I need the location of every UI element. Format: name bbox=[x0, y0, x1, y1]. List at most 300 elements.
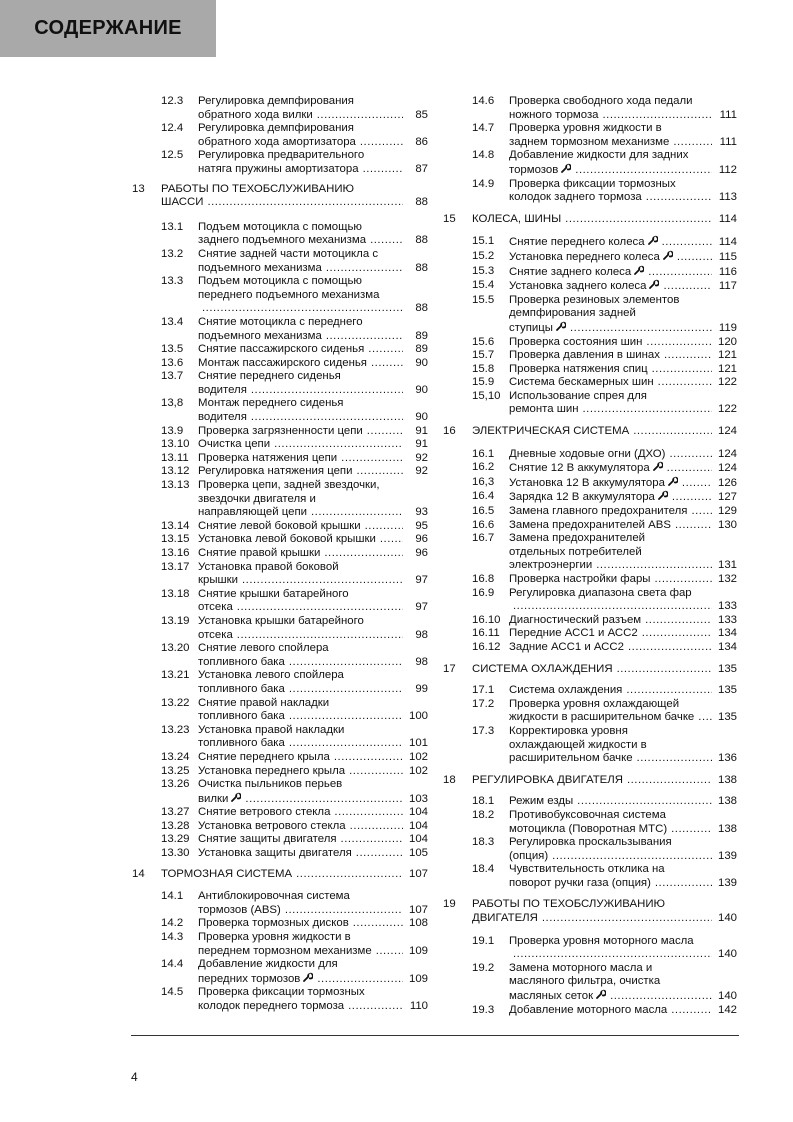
entry-title-line: отдельных потребителей bbox=[509, 545, 642, 558]
entry-text bbox=[509, 390, 737, 417]
toc-entry[interactable] bbox=[443, 532, 737, 573]
entry-number: 14.3 bbox=[161, 931, 184, 944]
page-ref[interactable]: 104 bbox=[408, 806, 428, 819]
entry-title-line bbox=[198, 357, 428, 371]
entry-text bbox=[198, 122, 428, 149]
entry-number: 13.14 bbox=[161, 519, 190, 532]
page-ref[interactable]: 89 bbox=[415, 329, 428, 342]
toc-entry[interactable] bbox=[132, 343, 428, 357]
toc-entry[interactable] bbox=[132, 820, 428, 834]
page-ref[interactable]: 136 bbox=[717, 752, 737, 765]
entry-number: 14.1 bbox=[161, 890, 184, 903]
page-ref[interactable]: 96 bbox=[415, 533, 428, 546]
page-ref[interactable]: 101 bbox=[408, 737, 428, 750]
toc-entry[interactable] bbox=[132, 479, 428, 520]
toc-entry[interactable] bbox=[443, 573, 737, 587]
entry-text bbox=[198, 547, 428, 561]
toc-entry[interactable] bbox=[132, 931, 428, 958]
page-ref[interactable]: 90 bbox=[415, 383, 428, 396]
entry-title-line: Очистка пыльников перьев bbox=[198, 778, 343, 791]
page-ref[interactable]: 138 bbox=[717, 822, 737, 835]
dot-leader bbox=[311, 506, 403, 520]
entry-text bbox=[198, 343, 428, 357]
entry-title-line: Проверка фиксации тормозных bbox=[509, 177, 676, 190]
entry-title-line bbox=[509, 641, 737, 655]
toc-entry[interactable] bbox=[443, 250, 737, 265]
toc-entry[interactable] bbox=[443, 809, 737, 836]
page-ref[interactable]: 117 bbox=[718, 280, 737, 293]
entry-title-text: Проверка натяжения спиц bbox=[509, 362, 648, 375]
toc-entry[interactable] bbox=[132, 642, 428, 669]
entry-title-text: тормозов (ABS) bbox=[198, 903, 281, 916]
toc-entry[interactable] bbox=[132, 425, 428, 439]
toc-entry[interactable] bbox=[443, 627, 737, 641]
entry-number: 13.22 bbox=[161, 696, 190, 709]
toc-entry[interactable] bbox=[132, 357, 428, 371]
dot-leader bbox=[671, 1004, 712, 1018]
toc-entry[interactable] bbox=[443, 235, 737, 250]
entry-number: 16.9 bbox=[472, 586, 495, 599]
toc-entry[interactable] bbox=[443, 149, 737, 177]
toc-entry[interactable] bbox=[443, 363, 737, 377]
entry-text bbox=[198, 806, 428, 820]
toc-section-entry[interactable] bbox=[443, 898, 737, 925]
toc-right-column bbox=[443, 95, 737, 1017]
toc-entry[interactable] bbox=[132, 248, 428, 275]
entry-title-line: Проверка резиновых элементов bbox=[509, 293, 680, 306]
page-ref[interactable]: 88 bbox=[415, 261, 428, 274]
dot-leader bbox=[360, 136, 403, 150]
page-ref[interactable]: 85 bbox=[415, 108, 428, 121]
entry-number: 13.3 bbox=[161, 275, 184, 288]
entry-text bbox=[509, 532, 737, 573]
entry-number: 15.5 bbox=[472, 293, 495, 306]
toc-entry[interactable] bbox=[132, 547, 428, 561]
page-ref[interactable]: 122 bbox=[717, 376, 737, 389]
toc-entry[interactable] bbox=[132, 520, 428, 534]
page-ref[interactable]: 88 bbox=[415, 234, 428, 247]
toc-entry[interactable] bbox=[132, 465, 428, 479]
page-ref[interactable]: 124 bbox=[717, 447, 737, 460]
entry-title-text: Установка заднего колеса bbox=[509, 280, 647, 293]
toc-entry[interactable] bbox=[132, 847, 428, 861]
toc-section-entry[interactable] bbox=[132, 183, 428, 210]
dot-leader bbox=[367, 425, 403, 439]
dot-leader bbox=[334, 751, 403, 765]
toc-entry[interactable] bbox=[132, 697, 428, 724]
page-ref[interactable]: 132 bbox=[717, 573, 737, 585]
page-ref[interactable]: 131 bbox=[717, 559, 737, 572]
entry-text bbox=[509, 519, 737, 533]
dot-leader bbox=[552, 850, 712, 864]
entry-title-text: ШАССИ bbox=[161, 196, 204, 209]
dot-leader bbox=[610, 990, 712, 1004]
entry-title-line bbox=[198, 629, 428, 643]
toc-entry[interactable] bbox=[132, 275, 428, 316]
page-ref[interactable]: 95 bbox=[415, 519, 428, 532]
entry-number: 19 bbox=[443, 898, 456, 911]
entry-title-line bbox=[509, 877, 737, 891]
entry-title-line bbox=[509, 476, 737, 491]
dot-leader bbox=[626, 684, 712, 698]
page-ref[interactable]: 114 bbox=[718, 212, 737, 225]
entry-title-text: обратного хода амортизатора bbox=[198, 135, 356, 148]
toc-section-entry[interactable] bbox=[443, 425, 737, 439]
toc-entry[interactable] bbox=[443, 935, 737, 962]
entry-title-line bbox=[198, 1000, 428, 1014]
toc-section-entry[interactable] bbox=[132, 868, 428, 882]
entry-title-line bbox=[198, 163, 428, 177]
entry-title-line: масляного фильтра, очистка bbox=[509, 975, 661, 988]
entry-title-line bbox=[198, 533, 428, 547]
dot-leader bbox=[583, 403, 712, 417]
toc-entry[interactable] bbox=[443, 349, 737, 363]
toc-entry[interactable] bbox=[132, 986, 428, 1013]
entry-number: 14.6 bbox=[472, 95, 495, 107]
toc-entry[interactable] bbox=[443, 461, 737, 476]
page-ref[interactable]: 97 bbox=[415, 574, 428, 587]
dot-leader bbox=[667, 462, 712, 476]
entry-text bbox=[509, 641, 737, 655]
toc-entry[interactable] bbox=[443, 795, 737, 809]
toc-entry[interactable] bbox=[443, 122, 737, 149]
dot-leader bbox=[296, 868, 403, 882]
page-ref[interactable]: 102 bbox=[408, 750, 428, 763]
toc-entry[interactable] bbox=[443, 698, 737, 725]
entry-title-line bbox=[509, 461, 737, 476]
dot-leader bbox=[655, 573, 713, 587]
toc-entry[interactable] bbox=[132, 221, 428, 248]
entry-text bbox=[509, 809, 737, 836]
toc-section-entry[interactable] bbox=[443, 213, 737, 227]
entry-title-line: РАБОТЫ ПО ТЕХОБСЛУЖИВАНИЮ bbox=[161, 182, 355, 195]
entry-text bbox=[198, 425, 428, 439]
toc-entry[interactable] bbox=[443, 519, 737, 533]
toc-entry[interactable] bbox=[443, 178, 737, 205]
entry-text bbox=[198, 149, 428, 176]
toc-entry[interactable] bbox=[132, 806, 428, 820]
page-ref[interactable]: 140 bbox=[717, 948, 737, 961]
page-ref[interactable]: 121 bbox=[717, 362, 737, 375]
page-ref[interactable]: 88 bbox=[415, 302, 428, 315]
toc-entry[interactable] bbox=[132, 149, 428, 176]
toc-entry[interactable] bbox=[132, 615, 428, 642]
entry-text bbox=[509, 573, 737, 587]
page-ref[interactable]: 121 bbox=[717, 349, 737, 362]
toc-entry[interactable] bbox=[443, 265, 737, 280]
page-ref[interactable]: 104 bbox=[408, 833, 428, 846]
toc-entry[interactable] bbox=[443, 390, 737, 417]
page-ref[interactable]: 109 bbox=[408, 972, 428, 985]
entry-title-line: Проверка свободного хода педали bbox=[509, 95, 693, 107]
toc-entry[interactable] bbox=[443, 279, 737, 294]
entry-title-line bbox=[509, 363, 737, 377]
toc-entry[interactable] bbox=[132, 751, 428, 765]
toc-entry[interactable] bbox=[443, 836, 737, 863]
entry-text bbox=[161, 868, 428, 882]
entry-number: 13.4 bbox=[161, 315, 184, 328]
entry-title-text: Диагностический разъем bbox=[509, 613, 642, 626]
entry-number: 13.24 bbox=[161, 750, 190, 763]
dot-leader bbox=[376, 945, 403, 959]
page-ref[interactable]: 138 bbox=[717, 795, 737, 808]
toc-entry[interactable] bbox=[443, 684, 737, 698]
entry-title-line bbox=[198, 574, 428, 588]
wrench-icon bbox=[649, 279, 659, 289]
entry-title-text: Проверка состояния шин bbox=[509, 335, 643, 348]
dot-leader bbox=[669, 448, 712, 462]
toc-entry[interactable] bbox=[132, 452, 428, 466]
toc-entry[interactable] bbox=[443, 505, 737, 519]
entry-title-line bbox=[198, 904, 428, 918]
entry-number: 18.2 bbox=[472, 808, 495, 821]
toc-entry[interactable] bbox=[443, 294, 737, 336]
page-ref[interactable]: 112 bbox=[718, 163, 737, 176]
entry-title-text: Регулировка натяжения цепи bbox=[198, 465, 353, 478]
toc-entry[interactable] bbox=[132, 724, 428, 751]
page-ref[interactable]: 113 bbox=[718, 191, 737, 204]
entry-number: 16.6 bbox=[472, 518, 495, 531]
entry-number: 13.9 bbox=[161, 424, 184, 437]
toc-entry[interactable] bbox=[132, 833, 428, 847]
page-ref[interactable]: 135 bbox=[717, 662, 737, 675]
page-ref[interactable]: 96 bbox=[415, 547, 428, 559]
entry-number: 13.1 bbox=[161, 220, 184, 233]
page-ref[interactable]: 124 bbox=[717, 462, 737, 475]
entry-title-text: Снятие пассажирского сиденья bbox=[198, 343, 365, 356]
page-ref[interactable]: 91 bbox=[415, 424, 428, 437]
toc-entry[interactable] bbox=[443, 336, 737, 350]
entry-text bbox=[509, 461, 737, 476]
page-ref[interactable]: 107 bbox=[408, 867, 428, 880]
entry-title-line bbox=[198, 520, 428, 534]
toc-entry[interactable] bbox=[443, 863, 737, 890]
page-ref[interactable]: 129 bbox=[717, 505, 737, 518]
toc-entry[interactable] bbox=[443, 641, 737, 655]
page-ref[interactable]: 134 bbox=[717, 640, 737, 653]
page-ref[interactable]: 140 bbox=[717, 990, 737, 1003]
entry-title-text: передних тормозов bbox=[198, 972, 301, 985]
dot-leader bbox=[324, 547, 403, 561]
toc-entry[interactable] bbox=[443, 725, 737, 766]
entry-number: 17 bbox=[443, 662, 456, 675]
page-ref[interactable]: 92 bbox=[415, 451, 428, 464]
page-ref[interactable]: 104 bbox=[408, 819, 428, 832]
page-ref[interactable]: 109 bbox=[408, 944, 428, 957]
entry-title-line bbox=[472, 425, 737, 439]
dot-leader bbox=[633, 425, 712, 439]
page-ref[interactable]: 99 bbox=[415, 682, 428, 695]
entry-title-line: Установка крышки батарейного bbox=[198, 614, 364, 627]
toc-entry[interactable] bbox=[132, 778, 428, 806]
page-ref[interactable]: 89 bbox=[415, 343, 428, 356]
entry-title-line: демпфирования задней bbox=[509, 307, 636, 320]
page-ref[interactable]: 105 bbox=[408, 847, 428, 860]
entry-number: 15.9 bbox=[472, 376, 495, 389]
page-ref[interactable]: 115 bbox=[718, 250, 737, 263]
page-ref[interactable]: 134 bbox=[717, 627, 737, 640]
toc-entry[interactable] bbox=[443, 962, 737, 1004]
page-ref[interactable]: 133 bbox=[717, 613, 737, 626]
toc-entry[interactable] bbox=[132, 917, 428, 931]
dot-leader bbox=[356, 465, 403, 479]
entry-title-line: Замена моторного масла и bbox=[509, 961, 653, 974]
toc-entry[interactable] bbox=[443, 490, 737, 505]
page-ref[interactable]: 140 bbox=[717, 912, 737, 925]
page-ref[interactable]: 92 bbox=[415, 465, 428, 478]
toc-entry[interactable] bbox=[132, 669, 428, 696]
toc-entry[interactable] bbox=[132, 122, 428, 149]
wrench-icon bbox=[556, 321, 566, 331]
dot-leader bbox=[317, 973, 403, 987]
section-header bbox=[0, 0, 216, 57]
dot-leader bbox=[341, 452, 403, 466]
toc-entry[interactable] bbox=[132, 533, 428, 547]
page-ref[interactable]: 107 bbox=[408, 903, 428, 916]
dot-leader bbox=[289, 683, 403, 697]
toc-entry[interactable] bbox=[132, 95, 428, 122]
page-ref[interactable]: 135 bbox=[717, 711, 737, 724]
toc-entry[interactable] bbox=[443, 95, 737, 122]
entry-text bbox=[198, 248, 428, 275]
toc-entry[interactable] bbox=[132, 438, 428, 452]
dot-leader bbox=[326, 262, 403, 276]
entry-number: 13.23 bbox=[161, 723, 190, 736]
page-ref[interactable]: 103 bbox=[408, 792, 428, 805]
entry-number: 14.7 bbox=[472, 122, 495, 135]
page-ref[interactable]: 130 bbox=[717, 518, 737, 531]
page-ref[interactable]: 127 bbox=[717, 491, 737, 504]
page-ref[interactable]: 98 bbox=[415, 628, 428, 641]
page-ref[interactable]: 138 bbox=[717, 773, 737, 786]
toc-entry[interactable] bbox=[443, 376, 737, 390]
toc-section-entry[interactable] bbox=[443, 774, 737, 788]
entry-number: 13.2 bbox=[161, 247, 184, 260]
entry-text bbox=[509, 376, 737, 390]
entry-title-line bbox=[198, 425, 428, 439]
page-ref[interactable]: 119 bbox=[718, 321, 737, 334]
toc-entry[interactable] bbox=[443, 587, 737, 614]
toc-entry[interactable] bbox=[132, 370, 428, 397]
page-ref[interactable]: 116 bbox=[718, 265, 737, 278]
entry-title-line bbox=[509, 559, 737, 573]
dot-leader bbox=[237, 601, 403, 615]
page-ref[interactable]: 87 bbox=[415, 162, 428, 175]
toc-entry[interactable] bbox=[132, 397, 428, 424]
dot-leader bbox=[356, 847, 403, 861]
entry-title-line: Установка левого спойлера bbox=[198, 669, 344, 682]
entry-title-line: Снятие переднего сиденья bbox=[198, 370, 341, 383]
entry-title-line bbox=[509, 1004, 737, 1018]
dot-leader bbox=[627, 774, 712, 788]
entry-title-line: Регулировка демпфирования bbox=[198, 95, 354, 107]
dot-leader bbox=[663, 280, 712, 294]
toc-entry[interactable] bbox=[132, 765, 428, 779]
page-ref[interactable]: 126 bbox=[717, 476, 737, 489]
entry-title-text: Установка переднего крыла bbox=[198, 764, 346, 777]
page-ref[interactable]: 98 bbox=[415, 655, 428, 668]
entry-title-line bbox=[161, 196, 428, 210]
entry-number: 13.16 bbox=[161, 547, 190, 559]
page-ref[interactable]: 88 bbox=[415, 196, 428, 209]
toc-entry[interactable] bbox=[132, 958, 428, 986]
entry-number: 15.1 bbox=[472, 235, 495, 248]
page-ref[interactable]: 108 bbox=[408, 917, 428, 930]
entry-text bbox=[509, 863, 737, 890]
entry-title-text: Проверка натяжения цепи bbox=[198, 451, 338, 464]
entry-number: 16.1 bbox=[472, 447, 495, 460]
entry-title-line bbox=[509, 191, 737, 205]
page-ref[interactable]: 139 bbox=[717, 876, 737, 889]
toc-entry[interactable] bbox=[443, 476, 737, 491]
page-ref[interactable]: 135 bbox=[717, 684, 737, 697]
wrench-icon bbox=[596, 989, 606, 999]
toc-entry[interactable] bbox=[132, 561, 428, 588]
entry-title-text: водителя bbox=[198, 383, 247, 396]
entry-title-text: топливного бака bbox=[198, 655, 285, 668]
entry-title-text: ТОРМОЗНАЯ СИСТЕМА bbox=[161, 867, 293, 880]
entry-title-text: колодок заднего тормоза bbox=[509, 191, 642, 204]
entry-text bbox=[198, 890, 428, 917]
toc-entry[interactable] bbox=[132, 588, 428, 615]
dot-leader bbox=[662, 236, 712, 250]
page-ref[interactable]: 124 bbox=[717, 425, 737, 438]
page-ref[interactable]: 111 bbox=[719, 108, 737, 121]
entry-text bbox=[198, 316, 428, 343]
page-ref[interactable]: 111 bbox=[719, 135, 737, 148]
entry-number: 16,3 bbox=[472, 475, 495, 488]
entry-title-text: Передние АСС1 и АСС2 bbox=[509, 627, 638, 640]
entry-number: 12.3 bbox=[161, 95, 184, 107]
page-ref[interactable]: 142 bbox=[717, 1003, 737, 1016]
page-ref[interactable]: 122 bbox=[717, 403, 737, 416]
toc-entry[interactable] bbox=[132, 316, 428, 343]
page-ref[interactable]: 133 bbox=[717, 600, 737, 613]
toc-section-entry[interactable] bbox=[443, 663, 737, 677]
toc-entry[interactable] bbox=[443, 1004, 737, 1018]
dot-leader bbox=[341, 833, 403, 847]
entry-title-text: Установка 12 В аккумулятора bbox=[509, 476, 665, 489]
toc-entry[interactable] bbox=[132, 890, 428, 917]
page-ref[interactable]: 91 bbox=[415, 438, 428, 451]
page-ref[interactable]: 110 bbox=[409, 1000, 428, 1012]
page-ref[interactable]: 139 bbox=[717, 849, 737, 862]
page-ref[interactable]: 120 bbox=[717, 335, 737, 348]
entry-title-line bbox=[198, 547, 428, 561]
entry-number: 16.8 bbox=[472, 573, 495, 585]
page-ref[interactable]: 102 bbox=[408, 764, 428, 777]
dot-leader bbox=[207, 196, 403, 210]
page-ref[interactable]: 97 bbox=[415, 601, 428, 614]
dot-leader bbox=[577, 795, 712, 809]
page-ref[interactable]: 86 bbox=[415, 135, 428, 148]
entry-title-line: Регулировка предварительного bbox=[198, 149, 365, 162]
entry-number: 13.17 bbox=[161, 560, 190, 573]
entry-title-line bbox=[198, 945, 428, 959]
wrench-icon bbox=[648, 235, 658, 245]
toc-entry[interactable] bbox=[443, 448, 737, 462]
page-ref[interactable]: 90 bbox=[415, 411, 428, 424]
entry-number: 14.5 bbox=[161, 986, 184, 999]
entry-title-line bbox=[509, 321, 737, 336]
dot-leader bbox=[326, 330, 403, 344]
page-ref[interactable]: 93 bbox=[415, 506, 428, 519]
page-ref[interactable]: 114 bbox=[718, 236, 737, 249]
page-ref[interactable]: 90 bbox=[415, 356, 428, 369]
toc-entry[interactable] bbox=[443, 614, 737, 628]
page-ref[interactable]: 100 bbox=[408, 710, 428, 723]
entry-title-line: Замена предохранителей bbox=[509, 532, 646, 545]
